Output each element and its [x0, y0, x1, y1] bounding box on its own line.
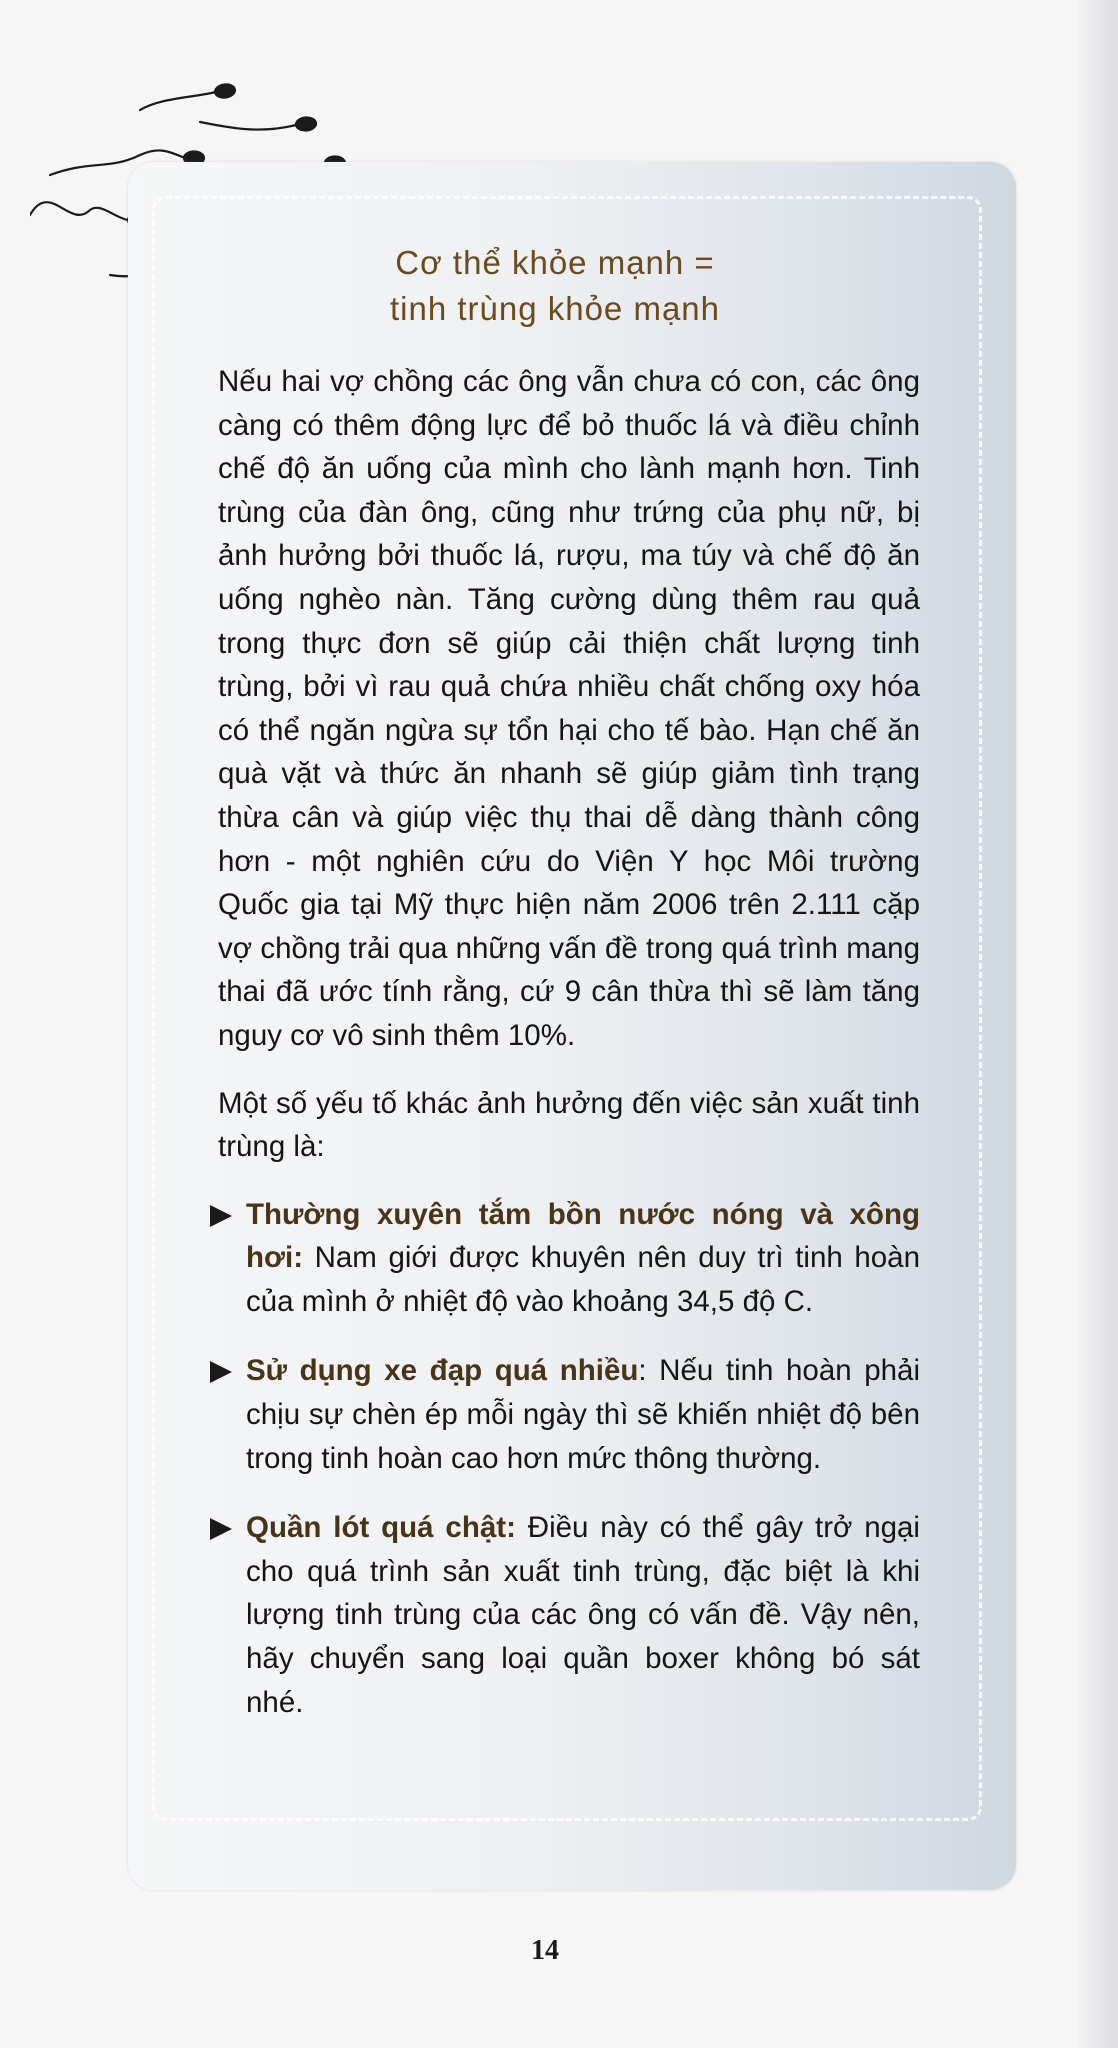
triangle-bullet-icon: [210, 1361, 232, 1383]
triangle-bullet-icon: [210, 1205, 232, 1227]
list-item-heading: Thường xuyên tắm bồn nước nóng và xông hơi:: [246, 1197, 920, 1275]
page-number: 14: [531, 1935, 559, 1966]
list-item: [210, 1193, 920, 1324]
section-title: [330, 240, 780, 332]
title-line-1: Cơ thể khỏe mạnh =: [395, 244, 715, 281]
page-edge-shadow: [1078, 0, 1118, 2048]
triangle-bullet-icon: [210, 1518, 232, 1540]
list-item: [210, 1349, 920, 1480]
article-body: [218, 360, 920, 1750]
paragraph-1: Nếu hai vợ chồng các ông vẫn chưa có con, các ông càng có thêm động lực để bỏ thuốc lá và điều chỉnh chế độ ăn uống của mình cho lành mạnh hơn. Tinh trùng của đàn ông, cũng như trứng của phụ nữ, bị ảnh hưởng bởi thuốc lá, rượu, ma túy và chế độ ăn uống nghèo nàn. Tăng cường dùng thêm rau quả trong thực đơn sẽ giúp cải thiện chất lượng tinh trùng, bởi vì rau quả chứa nhiều chất chống oxy hóa có thể ngăn ngừa sự tổn hại cho tế bào. Hạn chế ăn quà vặt và thức ăn nhanh sẽ giúp giảm tình trạng thừa cân và giúp việc thụ thai dễ dàng thành công hơn - một nghiên cứu do Viện Y học Môi trường Quốc gia tại Mỹ thực hiện năm 2006 trên 2.111 cặp vợ chồng trải qua những vấn đề trong quá trình mang thai đã ước tính rằng, cứ 9 cân thừa thì sẽ làm tăng nguy cơ vô sinh thêm 10%.: [218, 365, 920, 1052]
list-item-heading: Sử dụng xe đạp quá nhiều: [246, 1354, 639, 1388]
title-line-2: tinh trùng khỏe mạnh: [389, 290, 721, 327]
paragraph-2: Một số yếu tố khác ảnh hưởng đến việc sản xuất tinh trùng là:: [218, 1086, 920, 1164]
list-item-text: Nam giới được khuyên nên duy trì tinh hoàn của mình ở nhiệt độ vào khoảng 34,5 độ C.: [246, 1241, 920, 1318]
list-item-heading: Quần lót quá chật:: [246, 1511, 516, 1545]
factor-list: [218, 1193, 920, 1725]
list-item-text: : Nếu tinh hoàn phải chịu sự chèn ép mỗi ngày thì sẽ khiến nhiệt độ bên trong tinh hoàn cao hơn mức thông thường.: [246, 1354, 921, 1475]
list-item-text: Điều này có thể gây trở ngại cho quá trình sản xuất tinh trùng, đặc biệt là khi lượng tinh trùng của các ông có vấn đề. Vậy nên, hãy chuyển sang loại quần boxer không bó sát nhé.: [246, 1511, 920, 1719]
list-item: [210, 1506, 920, 1724]
